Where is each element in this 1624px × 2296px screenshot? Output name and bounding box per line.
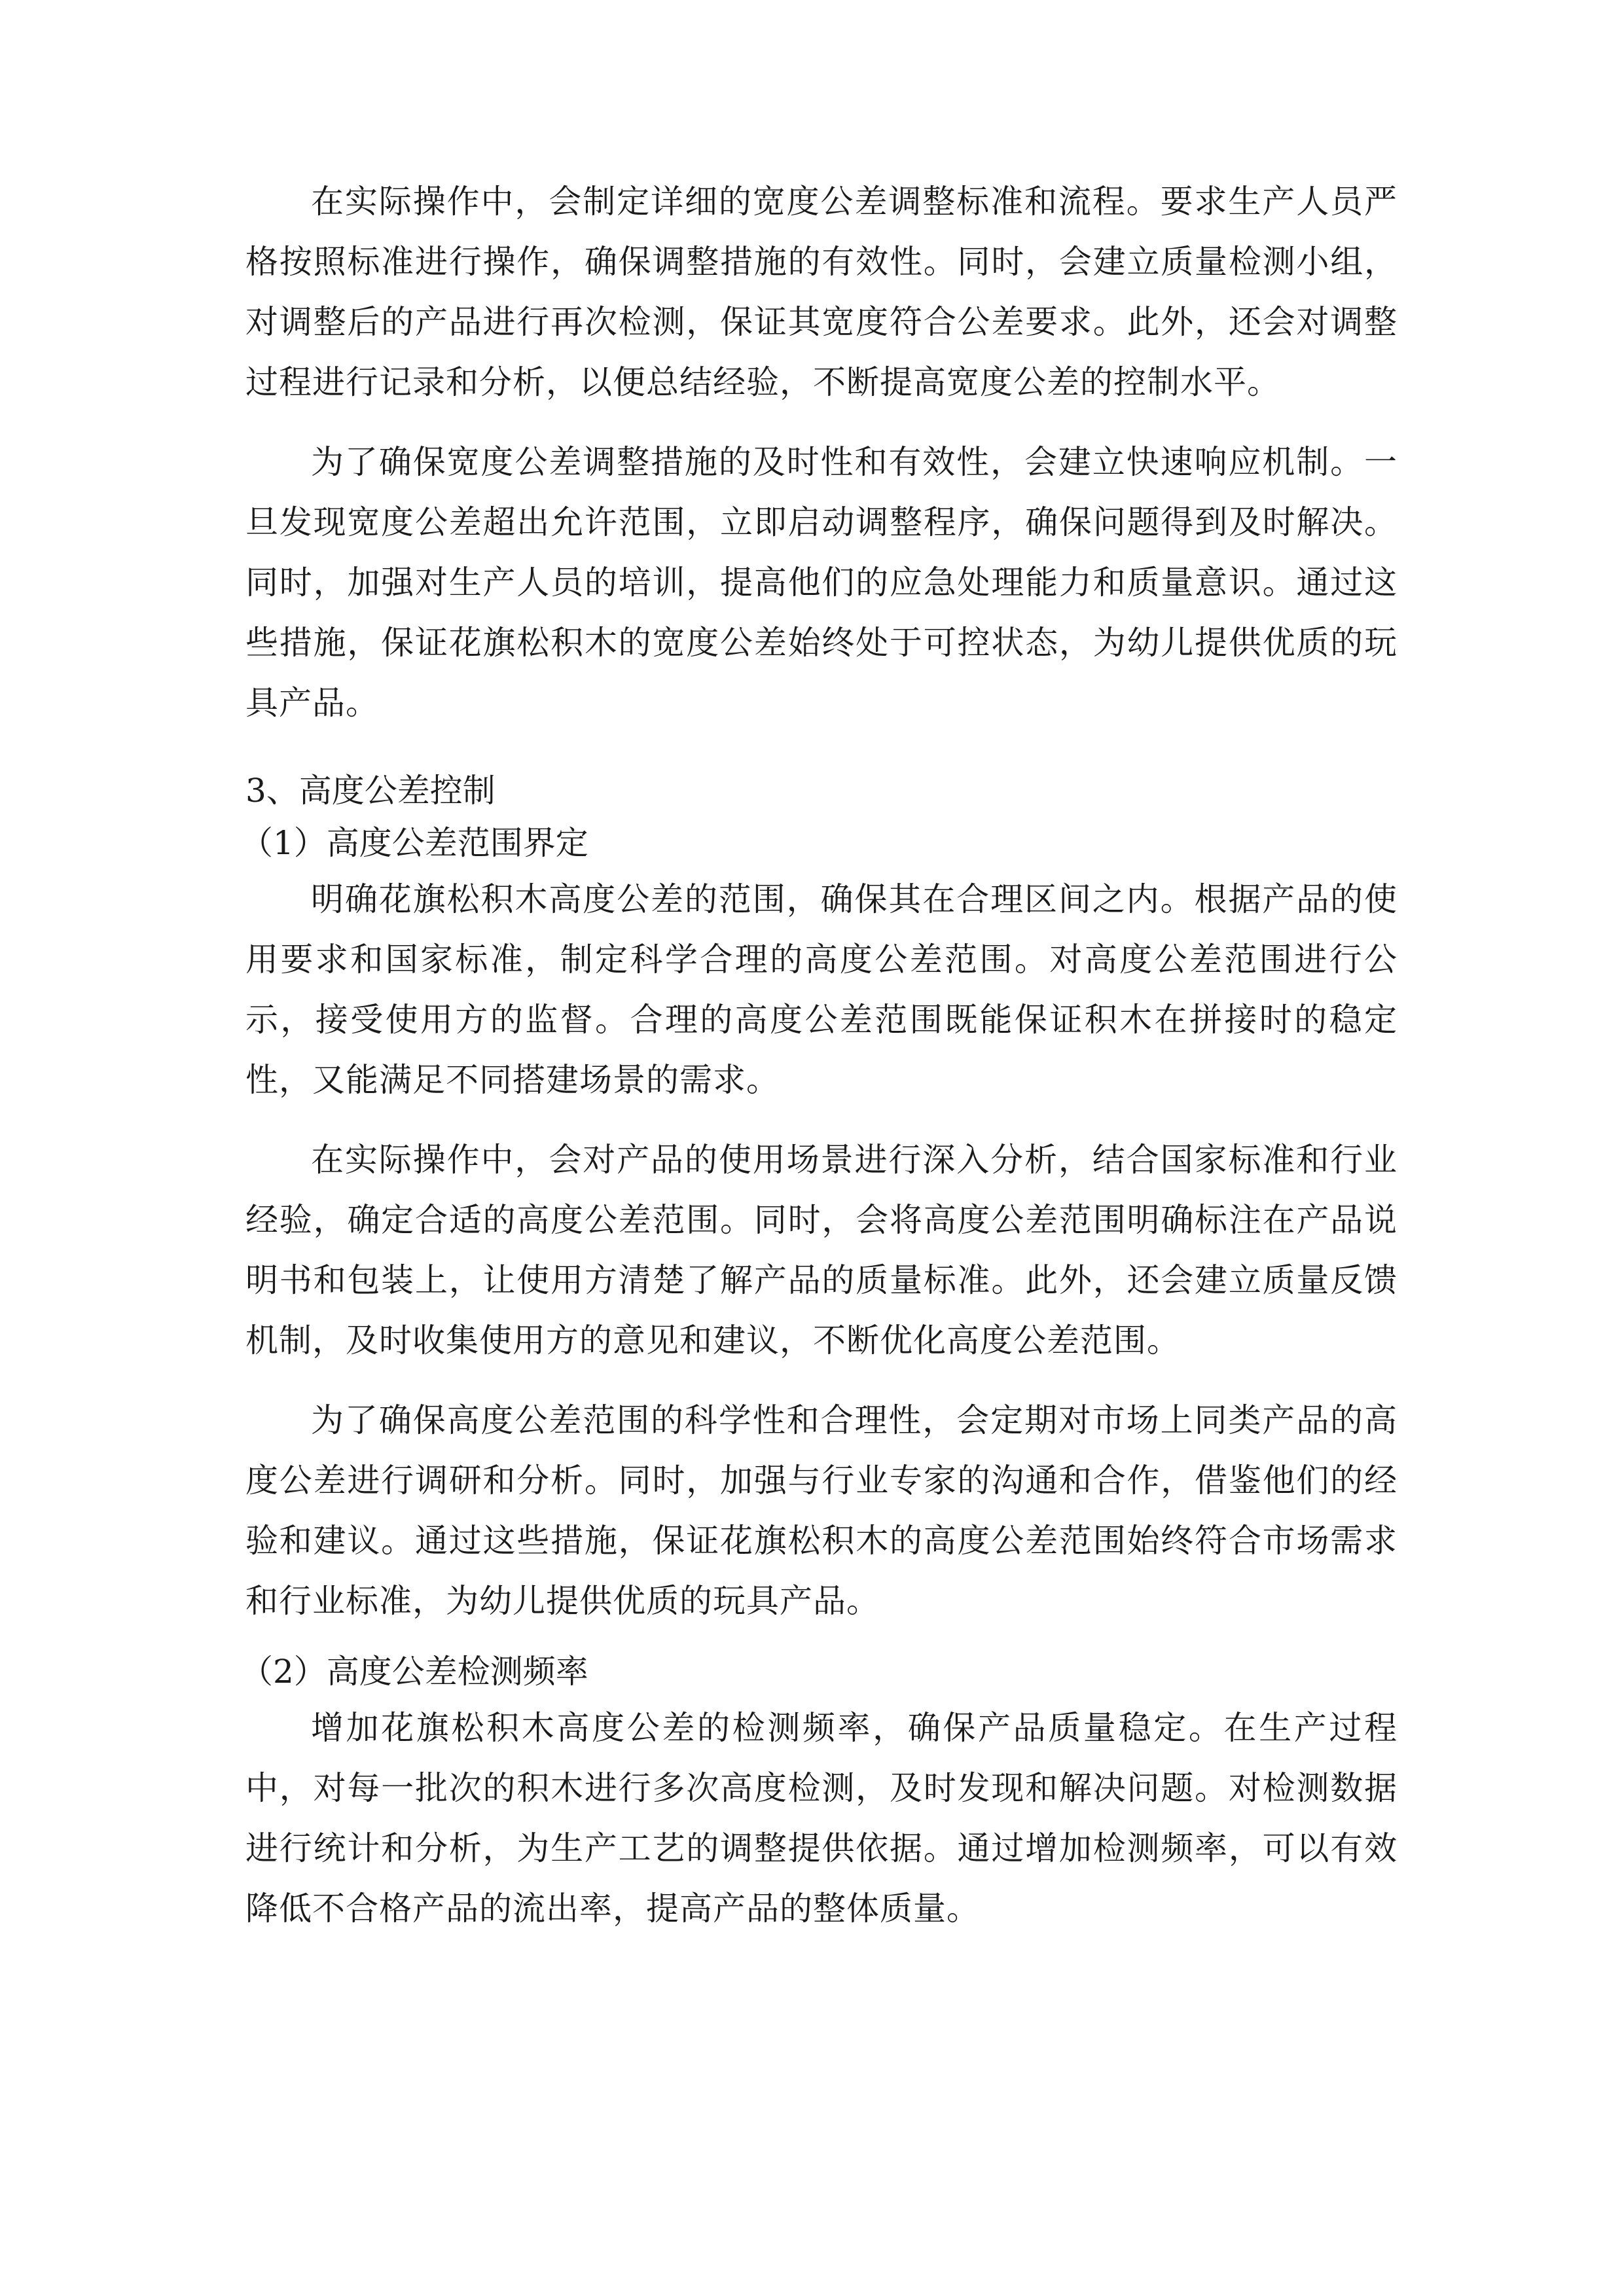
body-paragraph: 在实际操作中，会制定详细的宽度公差调整标准和流程。要求生产人员严格按照标准进行操作，确保调整措施的有效性。同时，会建立质量检测小组，对调整后的产品进行再次检测，保证其宽度符合公差要求。此外，还会对调整过程进行记录和分析，以便总结经验，不断提高宽度公差的控制水平。 (245, 183, 1398, 401)
body-paragraph: 明确花旗松积木高度公差的范围，确保其在合理区间之内。根据产品的使用要求和国家标准，制定科学合理的高度公差范围。对高度公差范围进行公示，接受使用方的监督。合理的高度公差范围既能保证积木在拼接时的稳定性，又能满足不同搭建场景的需求。 (245, 880, 1398, 1099)
body-paragraph: 在实际操作中，会对产品的使用场景进行深入分析，结合国家标准和行业经验，确定合适的高度公差范围。同时，会将高度公差范围明确标注在产品说明书和包装上，让使用方清楚了解产品的质量标准。此外，还会建立质量反馈机制，及时收集使用方的意见和建议，不断优化高度公差范围。 (245, 1141, 1398, 1359)
subsection-heading: （2）高度公差检测频率 (240, 1653, 588, 1691)
section-heading: 3、高度公差控制 (245, 772, 496, 810)
body-paragraph: 为了确保宽度公差调整措施的及时性和有效性，会建立快速响应机制。一旦发现宽度公差超出允许范围，立即启动调整程序，确保问题得到及时解决。同时，加强对生产人员的培训，提高他们的应急处理能力和质量意识。通过这些措施，保证花旗松积木的宽度公差始终处于可控状态，为幼儿提供优质的玩具产品。 (245, 443, 1398, 722)
body-paragraph: 为了确保高度公差范围的科学性和合理性，会定期对市场上同类产品的高度公差进行调研和分析。同时，加强与行业专家的沟通和合作，借鉴他们的经验和建议。通过这些措施，保证花旗松积木的高度公差范围始终符合市场需求和行业标准，为幼儿提供优质的玩具产品。 (245, 1401, 1398, 1620)
document-body (240, 171, 1398, 1939)
body-paragraph: 增加花旗松积木高度公差的检测频率，确保产品质量稳定。在生产过程中，对每一批次的积木进行多次高度检测，及时发现和解决问题。对检测数据进行统计和分析，为生产工艺的调整提供依据。通过增加检测频率，可以有效降低不合格产品的流出率，提高产品的整体质量。 (245, 1709, 1398, 1928)
subsection-heading: （1）高度公差范围界定 (240, 824, 588, 862)
